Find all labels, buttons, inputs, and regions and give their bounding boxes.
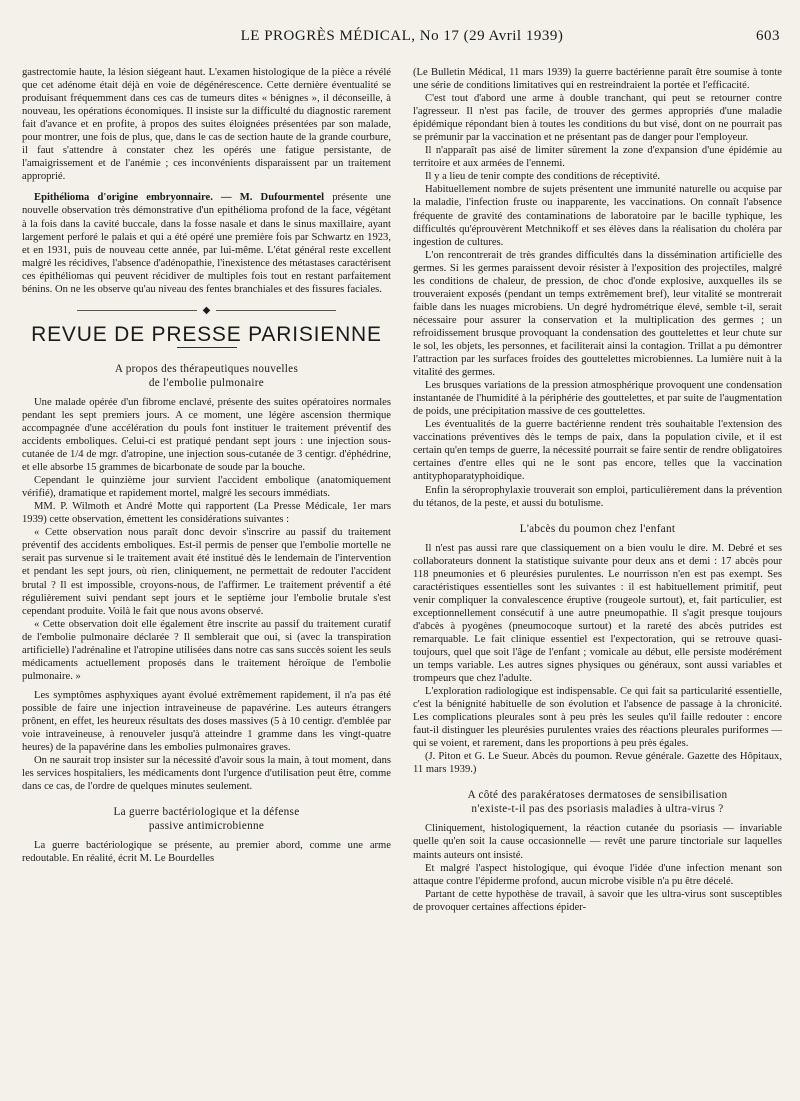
quote-paragraph: « Cette observation nous paraît donc devoir s'inscrire au passif du traitement préventif des accidents emboliques. Est-il permis de penser que l'embolie mortelle ne serait pas survenue si le traitement avait été institué dès le lendemain de l'intervention et pendant les sept jours, où rien, cliniquement, ne permettait de redouter l'accident brutal ? Il est impossible, croyons-nous, de l'affirmer. Le traitement préventif a été régulièrement suivi pendant sept jours et le septième jour l'embolie brutale s'est cependant produite. Voilà le fait que nous avons observé.: [22, 527, 391, 617]
paragraph: C'est tout d'abord une arme à double tranchant, qui peut se retourner contre l'agresseur. Il n'est pas facile, de trouver des germes appropriés d'une maladie épidémique répondant bien à toutes les conditions du but visé, dont on ne pourrait pas se prémunir par la vaccination et ne présentant pas de danger pour l'employeur.: [413, 93, 782, 144]
reference-citation: (J. Piton et G. Le Sueur. Abcès du poumon. Revue générale. Gazette des Hôpitaux, 11 mars 1939.): [413, 751, 782, 776]
paragraph: L'on rencontrerait de très grandes difficultés dans la dissémination artificielle des germes. Si les germes paraissent devoir résister à l'exposition des projectiles, malgré les conditions de chaleur, de pression, de choc d'onde explosive, auxquelles ils se trouveraient exposés (pendant un temps extrêmement bref), leur vitalité se montrerait faible dans les nuages microbiens. Un degré hydrométrique élevé, semble t-il, serait nécessaire pour assurer la conservation et la multiplication des germes ; un refroidissement brusque provoquant la condensation des gouttelettes et leur chute sur le sol, les objets, les personnes, et faciliterait ainsi la contagion. Trillat a pu démontrer l'attraction par les surfaces froides des gouttelettes microbiennes. La lumière nuit à la vitalité des germes.: [413, 249, 782, 379]
article-heading: [22, 805, 391, 833]
diamond-ornament-icon: ◆: [202, 304, 211, 316]
heading-line: A propos des thérapeutiques nouvelles: [114, 362, 299, 375]
quote-paragraph: « Cette observation doit elle également être inscrite au passif du traitement curatif de l'embolie pulmonaire déclarée ? Il semblerait que oui, si (avec la transpiration artificielle) l'adrénaline et l'atropine utilisées dans notre cas sans succès soient les seuls médicaments actuellement proposés dans le traitement héroïque de l'embolie pulmonaire. »: [22, 618, 391, 682]
page-number: 603: [756, 28, 780, 44]
section-divider: [22, 306, 391, 316]
paragraph-body: présente une nouvelle observation très démonstrative d'un epithélioma profond de la face, végétant à la fois dans la cavité buccale, dans la fosse nasale et dans le sinus maxillaire, ayant largement perforé le palais et qui a été opéré une première fois par Schwartz en 1923, et en 1931, puis de nouveau cette année, par lui-même. L'état général reste excellent malgré les récidives, l'absence d'adénopathie, l'inexistence des métastases caractérisent ces épithéliomas qui peuvent récidiver de multiples fois tout en restant parfaitement bénins. On ne les observe qu'au niveau des fentes branchiales et des fissures faciales.: [22, 192, 392, 295]
title-rule: [177, 347, 237, 348]
paragraph: Il y a lieu de tenir compte des conditions de réceptivité.: [425, 171, 661, 183]
paragraph: Les brusques variations de la pression atmosphérique provoquent une condensation instantanée de l'humidité à la périphérie des gouttelettes, et par suite de l'augmentation de poids, une précipitation massive de ces gouttelettes.: [413, 380, 782, 418]
article-heading: [413, 522, 782, 536]
running-header: [22, 26, 782, 50]
paragraph: Habituellement nombre de sujets présentent une immunité naturelle ou acquise par la maladie, l'infection fruste ou inapparente, les vaccinations. On connaît l'absence fréquente de gravité des contaminations de laboratoire par le bacille typhique, les difficultés qu'éprouvèrent Metchnikoff et ses élèves dans la réalisation du choléra par ingestion de cultures.: [413, 184, 782, 248]
right-column: [413, 66, 782, 914]
paragraph: La guerre bactériologique se présente, au premier abord, comme une arme redoutable. En réalité, écrit M. Le Bourdelles: [22, 840, 391, 865]
paragraph: Il n'apparaît pas aisé de limiter sûrement la zone d'expansion d'une épidémie au territoire et aux armées de l'ennemi.: [413, 145, 782, 170]
paragraph: Enfin la séroprophylaxie trouverait son emploi, particulièrement dans la prévention du tétanos, de la peste, et aussi du botulisme.: [413, 484, 782, 509]
paragraph: Cependant le quinzième jour survient l'accident embolique (anatomiquement vérifié), dramatique et rapidement mortel, malgré les secours immédiats.: [22, 475, 391, 500]
paragraph: gastrectomie haute, la lésion siégeant haut. L'examen histologique de la pièce a révélé que cet adénome était déjà en voie de dégénérescence. Cette dernière éventualité se produisant fréquemment dans ces cas de tumeurs dites « bénignes », il déconseille, à nouveau, les opérations économiques. Il insiste sur la difficulté du diagnostic rarement fait d'avance et en profite, à propos des suites éloignées présentées par son malade, pour montrer, une fois de plus, que, dans le cas de section haute de la grande courbure, il faut s'attendre à constater chez les opérés une fatigue persistante, de l'amaigrissement et de l'anémie ; ces inconvénients disparaissent par un traitement approprié.: [22, 67, 391, 183]
paragraph: Une malade opérée d'un fibrome enclavé, présente des suites opératoires normales pendant les sept premiers jours. A ce moment, une légère ascension thermique accompagnée d'une accélération du pouls font instituer le traitement préventif des accidents emboliques. Celui-ci est pratiqué pendant sept jours : une injection sous-cutanée de 1/4 de mgr. d'atropine, une injection sous-cutanée de 3 centigr. d'éphédrine, et elle absorbe 15 grammes de bicarbonate de soude par la bouche.: [22, 396, 391, 474]
article-heading: [413, 788, 782, 816]
divider-line: [216, 310, 336, 311]
paragraph-epithelioma: [22, 191, 391, 295]
heading-line: A côté des parakératoses dermatoses de sensibilisation: [467, 789, 728, 802]
journal-title: LE PROGRÈS MÉDICAL, No 17 (29 Avril 1939): [240, 28, 564, 44]
left-column: [22, 66, 391, 914]
paragraph: L'exploration radiologique est indispensable. Ce qui fait sa particularité essentielle, c'est la bénignité habituelle de son évolution et l'absence de passage à la chronicité. Les complications pleurales sont à peu près les seules qu'il faille redouter : encore faut-il distinguer les pleurésies purulentes vraies des réactions pleurales puriformes — qui se voient, et rarement, dans les proportions à peu près égales.: [413, 686, 782, 750]
paragraph: Partant de cette hypothèse de travail, à savoir que les ultra-virus sont susceptibles de provoquer certaines affections épider-: [413, 888, 782, 913]
paragraph: Et malgré l'aspect histologique, qui évoque l'idée d'une infection menant son attaque contre l'épiderme profond, aucun microbe visible n'a pu être décelé.: [413, 862, 782, 887]
heading-line: L'abcès du poumon chez l'enfant: [519, 522, 676, 535]
two-column-body: [22, 66, 782, 914]
article-heading: [22, 362, 391, 390]
heading-line: de l'embolie pulmonaire: [148, 376, 265, 389]
paragraph: Cliniquement, histologiquement, la réaction cutanée du psoriasis — invariable quelle qu'en soit la cause occasionnelle — revêt une parure tinctoriale sur laquelles maints auteurs ont insisté.: [413, 823, 782, 861]
paragraph: Il n'est pas aussi rare que classiquement on a bien voulu le dire. M. Debré et ses collaborateurs donnent la statistique suivante pour deux ans et demi : 17 abcès pour 118 pneumonies et 6 pleurésies purulentes. Le nourrisson n'en est pas exempt. Ses caractéristiques essentielles sont les suivantes : il est habituellement primitif, peut venir compliquer la convalescence éruptive (rougeole surtout), et, fait particulier, est exceptionnellement consécutif à une autre pneumopathie. Il s'agit presque toujours d'abcès à pyogènes (pneumocoque surtout) et la rareté des abcès putrides est remarquable. Le fait clinique essentiel est l'expectoration, qui se retrouve quasi-toujours, quel que soit l'âge de l'enfant ; vomicale au début, elle persiste modérément un temps variable. Les autres signes physiques ou généraux, sont aussi variables et trompeurs que chez l'adulte.: [413, 542, 782, 685]
paragraph: Les symptômes asphyxiques ayant évolué extrêmement rapidement, il n'a pas été possible de faire une injection intraveineuse de papavérine. Les auteurs étrangers prônent, en effet, les heureux résultats des doses massives (5 à 10 centigr. d'emblée par voie intraveineuse, à renouveler jusqu'à atteindre 1 gramme dans les vingt-quatre heures) de la papavérine dans les embolies pulmonaires graves.: [22, 689, 391, 754]
paragraph: Les éventualités de la guerre bactérienne rendent très souhaitable l'extension des vaccinations préventives dès le temps de paix, dans la population civile, et il est certain qu'en temps de guerre, la nécessité pourrait se faire sentir de rendre obligatoires certaines d'entre elles qui ne le sont pas encore, telles que la vaccination antityphoparatyphoidique.: [413, 419, 783, 483]
paragraph: (Le Bulletin Médical, 11 mars 1939) la guerre bactérienne paraît être soumise à tonte une série de conditions limitatives qui en restreindraient la portée et l'efficacité.: [413, 67, 782, 92]
heading-line: n'existe-t-il pas des psoriasis maladies à ultra-virus ?: [471, 803, 724, 816]
divider-line: [77, 310, 197, 311]
heading-line: La guerre bactériologique et la défense: [113, 806, 300, 819]
section-title: REVUE DE PRESSE PARISIENNE: [31, 322, 382, 346]
paragraph: On ne saurait trop insister sur la nécessité d'avoir sous la main, à tout moment, dans les services hospitaliers, les médicaments dont l'urgence d'utilisation peut être, comme dans ce cas, de l'ordre de quelques minutes seulement.: [22, 755, 391, 793]
run-in-heading: Epithélioma d'origine embryonnaire. — M. Dufourmentel: [34, 192, 325, 204]
paragraph: MM. P. Wilmoth et André Motte qui rapportent (La Presse Médicale, 1er mars 1939) cette observation, émettent les considérations suivantes :: [22, 501, 391, 526]
heading-line: passive antimicrobienne: [148, 820, 265, 833]
